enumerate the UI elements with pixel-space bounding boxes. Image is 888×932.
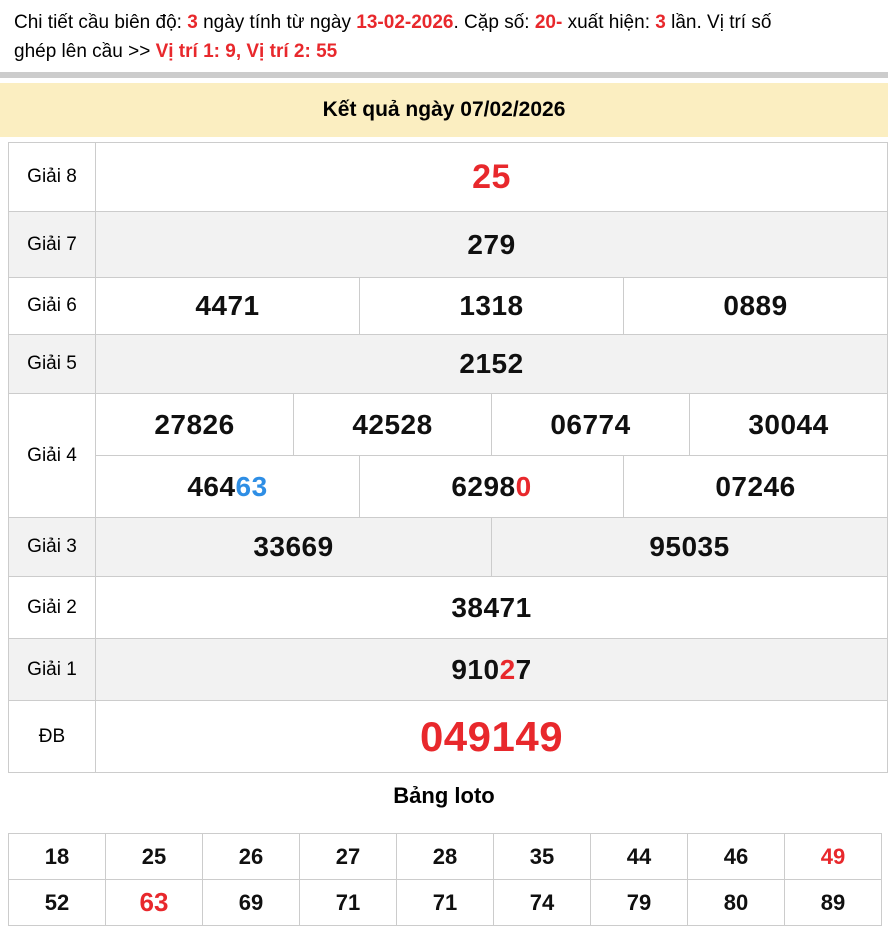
digit: 38471 (451, 591, 532, 623)
digit: 27826 (154, 408, 235, 440)
digit-blue: 63 (235, 470, 268, 502)
note-highlight-text: Vị trí 1: 9, Vị trí 2: 55 (155, 41, 338, 62)
loto-table-body (9, 834, 882, 926)
prize-row (9, 335, 888, 394)
prize-row (9, 394, 888, 456)
section-divider (0, 72, 888, 78)
digit-red: 25 (472, 157, 511, 196)
prize-label: Giải 1 (9, 639, 96, 701)
prize-number-cell (96, 701, 888, 773)
digit: 42528 (352, 408, 433, 440)
loto-row (9, 880, 882, 926)
prize-number-cell (96, 335, 888, 394)
loto-cell: 18 (9, 834, 106, 880)
note-line (14, 37, 878, 66)
note-text: ngày tính từ ngày (197, 12, 357, 33)
note-line (14, 8, 878, 37)
note-text: Chi tiết cầu biên độ: (14, 12, 188, 33)
loto-cell: 80 (688, 880, 785, 926)
prize-number-cell (96, 577, 888, 639)
digit: 2152 (459, 348, 524, 379)
prize-row (9, 577, 888, 639)
loto-table (8, 833, 882, 926)
digit: 95035 (649, 531, 730, 562)
loto-cell: 26 (203, 834, 300, 880)
prize-number-cell (690, 394, 888, 456)
prize-number-cell (96, 456, 360, 518)
digit-red: 0 (515, 470, 532, 502)
loto-cell: 79 (591, 880, 688, 926)
digit: 7 (515, 653, 532, 685)
prize-number-cell (360, 278, 624, 335)
digit: 1318 (459, 290, 524, 321)
prize-number-cell (492, 394, 690, 456)
note-highlight-text: 20- (534, 12, 563, 33)
prize-label: Giải 2 (9, 577, 96, 639)
loto-cell: 44 (591, 834, 688, 880)
prize-row (9, 212, 888, 278)
digit: 279 (467, 228, 516, 260)
loto-cell: 35 (494, 834, 591, 880)
prize-number-cell (492, 518, 888, 577)
loto-cell: 27 (300, 834, 397, 880)
digit: 33669 (253, 531, 334, 562)
loto-row (9, 834, 882, 880)
digit: 4471 (195, 290, 260, 321)
prize-row (9, 456, 888, 518)
loto-cell: 49 (785, 834, 882, 880)
loto-cell: 46 (688, 834, 785, 880)
prize-row (9, 701, 888, 773)
prize-number-cell (96, 639, 888, 701)
prize-number-cell (96, 278, 360, 335)
note-text: ghép lên cầu >> (14, 41, 156, 62)
digit: 30044 (748, 408, 829, 440)
prize-label: ĐB (9, 701, 96, 773)
prize-label: Giải 3 (9, 518, 96, 577)
loto-cell: 63 (106, 880, 203, 926)
digit: 0889 (723, 290, 788, 321)
prize-number-cell (624, 278, 888, 335)
cau-detail-note (0, 0, 888, 66)
prize-number-cell (96, 518, 492, 577)
result-header-title: Kết quả ngày 07/02/2026 (322, 98, 566, 121)
note-highlight-text: 3 (655, 12, 666, 33)
prize-row (9, 278, 888, 335)
prize-label: Giải 8 (9, 143, 96, 212)
digit: 6298 (451, 470, 516, 502)
loto-cell: 52 (9, 880, 106, 926)
loto-cell: 71 (300, 880, 397, 926)
digit: 06774 (550, 408, 631, 440)
prize-row (9, 143, 888, 212)
loto-cell: 69 (203, 880, 300, 926)
digit: 464 (187, 470, 236, 502)
prize-label: Giải 7 (9, 212, 96, 278)
prize-number-cell (96, 143, 888, 212)
loto-title: Bảng loto (393, 783, 495, 808)
prize-label: Giải 5 (9, 335, 96, 394)
note-highlight-text: 13-02-2026 (356, 12, 454, 33)
note-text: xuất hiện: (562, 12, 656, 33)
prize-row (9, 639, 888, 701)
note-text: lần. Vị trí số (665, 12, 772, 33)
note-highlight-text: 3 (187, 12, 198, 33)
prize-row (9, 518, 888, 577)
digit: 910 (451, 653, 500, 685)
prize-number-cell (294, 394, 492, 456)
loto-cell: 28 (397, 834, 494, 880)
prize-number-cell (624, 456, 888, 518)
note-text: . Cặp số: (453, 12, 535, 33)
result-table-body (9, 143, 888, 773)
result-table (8, 142, 888, 773)
loto-cell: 25 (106, 834, 203, 880)
loto-cell: 74 (494, 880, 591, 926)
prize-number-cell (96, 212, 888, 278)
result-header-bar (0, 83, 888, 137)
prize-number-cell (96, 394, 294, 456)
digit: 07246 (715, 470, 796, 502)
digit-red: 2 (499, 653, 516, 685)
prize-label: Giải 6 (9, 278, 96, 335)
prize-number-cell (360, 456, 624, 518)
loto-cell: 89 (785, 880, 882, 926)
loto-cell: 71 (397, 880, 494, 926)
prize-label: Giải 4 (9, 394, 96, 518)
digit-red: 049149 (419, 712, 564, 760)
